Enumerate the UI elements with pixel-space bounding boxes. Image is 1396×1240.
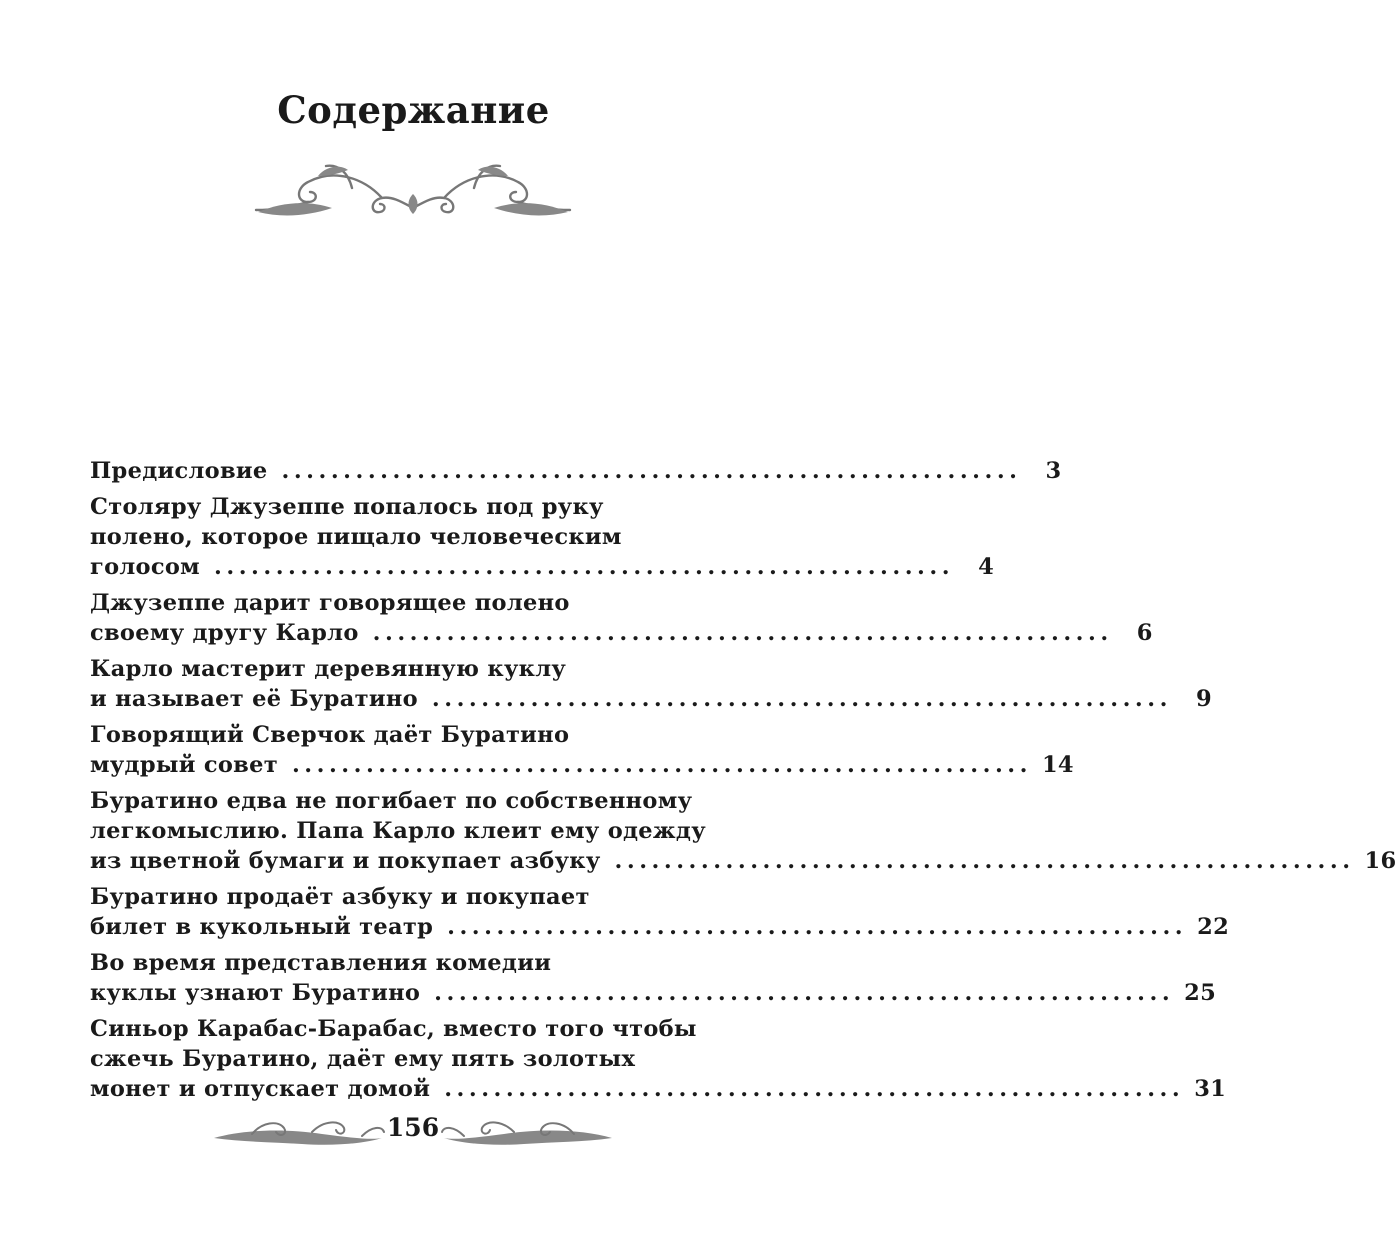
- toc-page-number: 14: [1041, 752, 1074, 778]
- toc-entry-last-line: [90, 456, 1062, 486]
- toc-entry: [90, 948, 1217, 1008]
- page-footer: [212, 1112, 614, 1152]
- toc-entry: [90, 588, 1153, 648]
- toc-entry-last-line: [90, 912, 1230, 942]
- toc-entry: [90, 882, 1230, 942]
- page-number: 156: [386, 1113, 440, 1142]
- dot-leader: ............................................................: [214, 554, 955, 580]
- toc-entry-title-line: голосом: [90, 554, 201, 580]
- toc-entry-title-line: куклы узнают Буратино: [90, 980, 421, 1006]
- toc-page-number: 6: [1136, 620, 1153, 646]
- floral-ornament-icon: [252, 158, 574, 220]
- dot-leader: ............................................................: [281, 458, 1022, 484]
- toc-entry-title-line: Предисловие: [90, 458, 268, 484]
- toc-page-number: 16: [1364, 848, 1396, 874]
- toc-entry-title-line: из цветной бумаги и покупает азбуку: [90, 848, 601, 874]
- toc-entry-last-line: [90, 552, 995, 582]
- toc-page-number: 31: [1194, 1076, 1227, 1102]
- toc-entry-title-line: полено, которое пищало человеческим: [90, 524, 622, 550]
- table-of-contents: [90, 456, 1396, 1110]
- toc-entry-title-line: билет в кукольный театр: [90, 914, 434, 940]
- dot-leader: ............................................................: [372, 620, 1113, 646]
- page-title: Содержание: [277, 88, 550, 132]
- toc-entry-title-line: Буратино едва не погибает по собственному: [90, 788, 693, 814]
- toc-page-number: 3: [1045, 458, 1062, 484]
- toc-page-number: 4: [978, 554, 995, 580]
- toc-entry-title-line: мудрый совет: [90, 752, 278, 778]
- toc-entry-title-line: Столяру Джузеппе попалось под руку: [90, 494, 604, 520]
- toc-entry-last-line: [90, 846, 1396, 876]
- toc-entry: [90, 786, 1396, 876]
- toc-entry: [90, 456, 1062, 486]
- toc-entry-title-line: и называет её Буратино: [90, 686, 418, 712]
- dot-leader: ............................................................: [444, 1076, 1185, 1102]
- dot-leader: ............................................................: [614, 848, 1355, 874]
- toc-entry-title-line: Джузеппе дарит говорящее полено: [90, 590, 570, 616]
- toc-entry-title-line: Буратино продаёт азбуку и покупает: [90, 884, 590, 910]
- dot-leader: ............................................................: [434, 980, 1175, 1006]
- toc-entry-last-line: [90, 978, 1217, 1008]
- toc-entry-last-line: [90, 684, 1212, 714]
- dot-leader: ............................................................: [291, 752, 1032, 778]
- toc-entry-title-line: своему другу Карло: [90, 620, 359, 646]
- toc-page-number: 9: [1195, 686, 1212, 712]
- toc-entry: [90, 1014, 1227, 1104]
- toc-entry-title-line: Во время представления комедии: [90, 950, 552, 976]
- toc-page-number: 22: [1197, 914, 1230, 940]
- toc-entry-last-line: [90, 618, 1153, 648]
- dot-leader: ............................................................: [447, 914, 1188, 940]
- toc-entry-title-line: монет и отпускает домой: [90, 1076, 431, 1102]
- toc-entry-title-line: Говорящий Сверчок даёт Буратино: [90, 722, 570, 748]
- toc-entry: [90, 492, 995, 582]
- toc-entry-last-line: [90, 1074, 1227, 1104]
- toc-entry: [90, 654, 1212, 714]
- toc-entry-title-line: Карло мастерит деревянную куклу: [90, 656, 567, 682]
- toc-entry-title-line: сжечь Буратино, даёт ему пять золотых: [90, 1046, 636, 1072]
- toc-entry-last-line: [90, 750, 1074, 780]
- toc-entry-title-line: легкомыслию. Папа Карло клеит ему одежду: [90, 818, 706, 844]
- dot-leader: ............................................................: [431, 686, 1172, 712]
- toc-entry-title-line: Синьор Карабас-Барабас, вместо того чтобы: [90, 1016, 697, 1042]
- toc-page-number: 25: [1184, 980, 1217, 1006]
- toc-entry: [90, 720, 1074, 780]
